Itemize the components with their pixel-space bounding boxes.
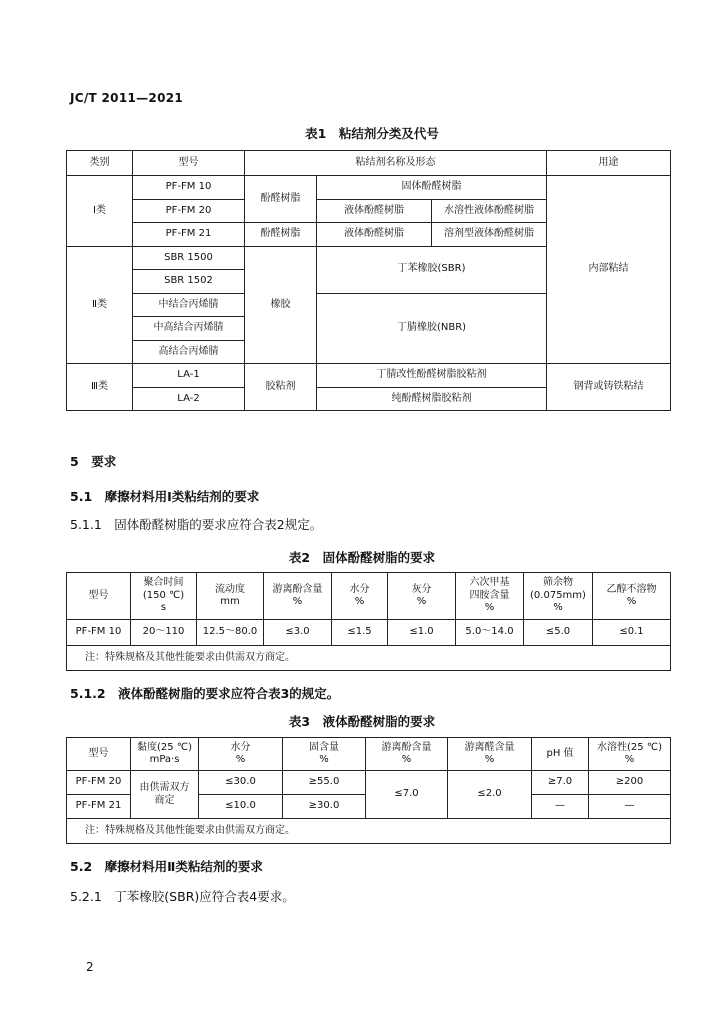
t3-cell: ≥30.0 [283, 795, 366, 819]
t1-class3: Ⅲ类 [67, 364, 133, 411]
t3-cell: ≥200 [589, 771, 671, 795]
t1-model: LA-2 [133, 387, 245, 411]
table1-binder-classification [66, 150, 671, 411]
t1-header-usage: 用途 [547, 151, 671, 176]
t1-pure-phenolic-adhesive: 纯酚醛树脂胶粘剂 [317, 387, 547, 411]
t3-header-moisture: 水分 % [199, 738, 283, 771]
t3-note: 注：特殊规格及其他性能要求由供需双方商定。 [67, 819, 671, 844]
t1-sbr: 丁苯橡胶(SBR) [317, 246, 547, 293]
t3-header-model: 型号 [67, 738, 131, 771]
t3-cell: — [532, 795, 589, 819]
t1-class1: Ⅰ类 [67, 176, 133, 247]
t2-cell: 12.5～80.0 [197, 620, 264, 646]
table2-caption: 表2 固体酚醛树脂的要求 [288, 550, 436, 565]
t1-nbr: 丁腈橡胶(NBR) [317, 293, 547, 364]
t2-header-hexamine: 六次甲基 四胺含量 % [456, 573, 524, 620]
t3-cell: ≥7.0 [532, 771, 589, 795]
t1-phenolic-resin: 酚醛树脂 [245, 176, 317, 223]
section-5-2-heading: 5.2 摩擦材料用Ⅱ类粘结剂的要求 [70, 859, 263, 874]
t1-water-soluble-phenolic: 水溶性液体酚醛树脂 [432, 199, 547, 223]
page-number: 2 [86, 960, 94, 974]
t2-header-model: 型号 [67, 573, 131, 620]
table1-caption: 表1 粘结剂分类及代号 [305, 126, 439, 141]
t1-model: 中高结合丙烯腈 [133, 317, 245, 341]
t1-adhesive: 胶粘剂 [245, 364, 317, 411]
standard-code: JC/T 2011—2021 [70, 91, 184, 105]
t1-header-category: 类别 [67, 151, 133, 176]
t3-cell: ≥55.0 [283, 771, 366, 795]
t2-cell: 20～110 [131, 620, 197, 646]
t3-cell: ≤10.0 [199, 795, 283, 819]
t1-model: PF-FM 10 [133, 176, 245, 200]
t2-cell: ≤5.0 [524, 620, 593, 646]
t3-header-water-solubility: 水溶性(25 ℃) % [589, 738, 671, 771]
t1-header-model: 型号 [133, 151, 245, 176]
t1-model: PF-FM 21 [133, 223, 245, 247]
t1-header-name-form: 粘结剂名称及形态 [245, 151, 547, 176]
t1-usage-backplate: 钢背或铸铁粘结 [547, 364, 671, 411]
t1-model: 高结合丙烯腈 [133, 340, 245, 364]
t1-model: SBR 1500 [133, 246, 245, 270]
t1-nbr-modified-adhesive: 丁腈改性酚醛树脂胶粘剂 [317, 364, 547, 388]
t2-header-polymerization-time: 聚合时间 (150 ℃) s [131, 573, 197, 620]
section5-title: 5 要求 [70, 454, 117, 469]
t1-usage-internal: 内部粘结 [547, 176, 671, 364]
t1-model: SBR 1502 [133, 270, 245, 294]
t1-class2: Ⅱ类 [67, 246, 133, 364]
t1-solvent-phenolic: 溶剂型液体酚醛树脂 [432, 223, 547, 247]
t3-header-viscosity: 黏度(25 ℃) mPa·s [131, 738, 199, 771]
t1-phenolic-resin: 酚醛树脂 [245, 223, 317, 247]
t3-viscosity-negotiated: 由供需双方 商定 [131, 771, 199, 819]
t2-header-ash: 灰分 % [388, 573, 456, 620]
t2-header-moisture: 水分 % [332, 573, 388, 620]
section-5-1-1-text: 5.1.1 固体酚醛树脂的要求应符合表2规定。 [70, 517, 323, 532]
t3-cell: ≤30.0 [199, 771, 283, 795]
t3-cell: PF-FM 21 [67, 795, 131, 819]
t3-cell: — [589, 795, 671, 819]
t2-cell: ≤1.0 [388, 620, 456, 646]
t2-header-free-phenol: 游离酚含量 % [264, 573, 332, 620]
t1-rubber: 橡胶 [245, 246, 317, 364]
t2-header-sieve-residue: 筛余物 (0.075mm) % [524, 573, 593, 620]
t3-header-free-aldehyde: 游离醛含量 % [448, 738, 532, 771]
t1-model: 中结合丙烯腈 [133, 293, 245, 317]
t3-header-ph: pH 值 [532, 738, 589, 771]
t1-model: PF-FM 20 [133, 199, 245, 223]
t2-cell: PF-FM 10 [67, 620, 131, 646]
t2-cell: ≤3.0 [264, 620, 332, 646]
t3-header-solid-content: 固含量 % [283, 738, 366, 771]
table3-liquid-phenolic-requirements [66, 737, 671, 844]
t2-header-ethanol-insoluble: 乙醇不溶物 % [593, 573, 671, 620]
t1-solid-phenolic: 固体酚醛树脂 [317, 176, 547, 200]
t3-free-aldehyde: ≤2.0 [448, 771, 532, 819]
t3-header-free-phenol: 游离酚含量 % [366, 738, 448, 771]
section-5-2-1-text: 5.2.1 丁苯橡胶(SBR)应符合表4要求。 [70, 889, 295, 904]
t1-liquid-phenolic: 液体酚醛树脂 [317, 199, 432, 223]
t2-cell: 5.0～14.0 [456, 620, 524, 646]
section-5-1-2-text: 5.1.2 液体酚醛树脂的要求应符合表3的规定。 [70, 686, 340, 701]
t2-cell: ≤0.1 [593, 620, 671, 646]
table2-solid-phenolic-requirements [66, 572, 671, 671]
t3-cell: PF-FM 20 [67, 771, 131, 795]
t2-note: 注：特殊规格及其他性能要求由供需双方商定。 [67, 646, 671, 671]
t1-liquid-phenolic: 液体酚醛树脂 [317, 223, 432, 247]
section-5-1-heading: 5.1 摩擦材料用Ⅰ类粘结剂的要求 [70, 489, 260, 504]
table3-caption: 表3 液体酚醛树脂的要求 [288, 714, 436, 729]
t1-model: LA-1 [133, 364, 245, 388]
t2-cell: ≤1.5 [332, 620, 388, 646]
t3-free-phenol: ≤7.0 [366, 771, 448, 819]
t2-header-flow: 流动度 mm [197, 573, 264, 620]
